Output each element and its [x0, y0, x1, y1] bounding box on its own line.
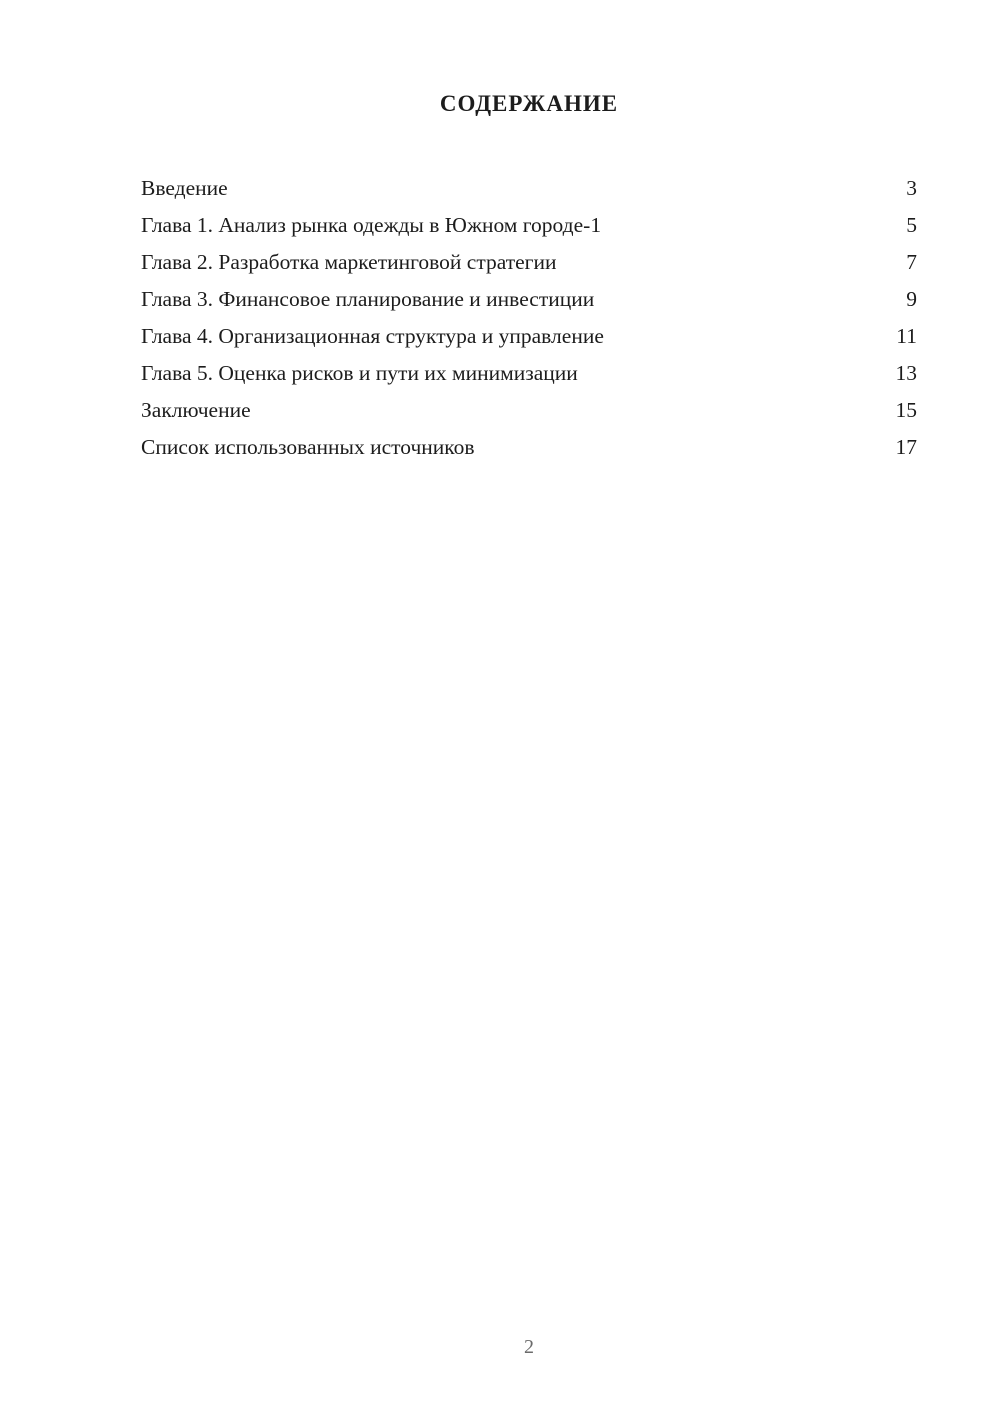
toc-entry: [141, 392, 917, 429]
toc-entry-label: Глава 5. Оценка рисков и пути их минимизации: [141, 361, 578, 385]
toc-entry-label: Глава 3. Финансовое планирование и инвестиции: [141, 287, 595, 311]
toc-entry-label: Глава 2. Разработка маркетинговой стратегии: [141, 250, 557, 274]
toc-entry: [141, 429, 917, 466]
toc-entry: [141, 318, 917, 355]
toc-entry: [141, 244, 917, 281]
toc-entry-label: Глава 1. Анализ рынка одежды в Южном городе-1: [141, 213, 602, 237]
toc-entry-label: Список использованных источников: [141, 435, 475, 459]
page-title: СОДЕРЖАНИЕ: [439, 91, 619, 116]
toc-entry-page: 3: [906, 176, 917, 200]
toc-entry-label: Глава 4. Организационная структура и управление: [141, 324, 604, 348]
toc-entry-label: Введение: [141, 176, 228, 200]
toc-entry-page: 7: [906, 250, 917, 274]
toc-entry-page: 11: [896, 324, 917, 348]
toc-entry: [141, 170, 917, 207]
toc-entry: [141, 281, 917, 318]
toc-entry-label: Заключение: [141, 398, 251, 422]
toc-entry-page: 17: [895, 435, 917, 459]
toc-entry-page: 9: [906, 287, 917, 311]
footer-page-number: 2: [524, 1336, 534, 1358]
toc-entry-page: 5: [906, 213, 917, 237]
toc-entry-page: 13: [895, 361, 917, 385]
toc-entry: [141, 207, 917, 244]
toc-entry-page: 15: [895, 398, 917, 422]
toc-entry: [141, 355, 917, 392]
table-of-contents: [141, 170, 917, 466]
